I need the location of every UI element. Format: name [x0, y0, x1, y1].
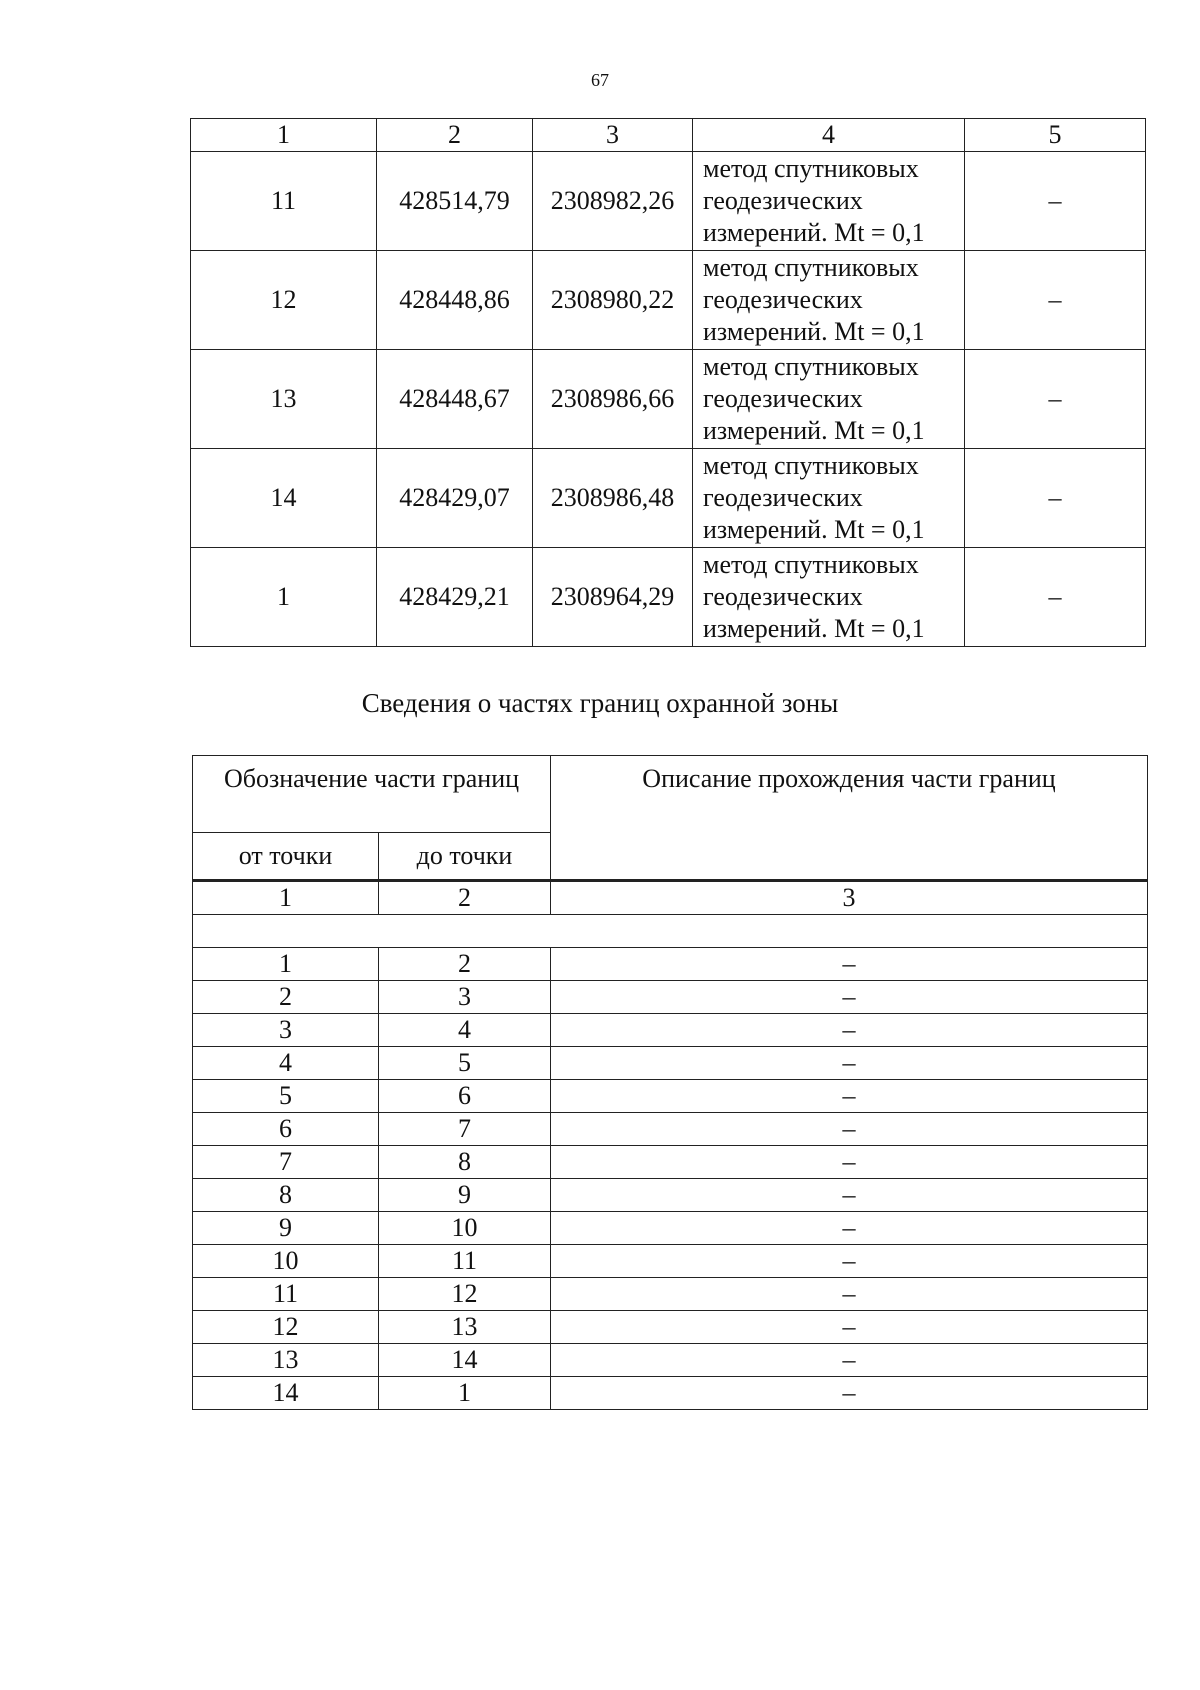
table-row: [193, 1278, 1148, 1311]
method-line: метод спутниковых: [703, 154, 919, 183]
column-numbers-row: [193, 881, 1148, 915]
method-line: геодезических: [703, 483, 863, 512]
from-point: 7: [193, 1146, 379, 1179]
point-number: 12: [191, 251, 377, 350]
method-line: метод спутниковых: [703, 253, 919, 282]
table-row: [193, 1047, 1148, 1080]
header-cell: 3: [533, 119, 693, 152]
method-line: измерений. Mt = 0,1: [703, 614, 925, 643]
to-point: 4: [379, 1014, 551, 1047]
to-point: 13: [379, 1311, 551, 1344]
part-description: –: [551, 1212, 1148, 1245]
from-point: 1: [193, 948, 379, 981]
from-point: 11: [193, 1278, 379, 1311]
from-point: 2: [193, 981, 379, 1014]
table-row: [191, 548, 1146, 647]
part-description: –: [551, 1179, 1148, 1212]
table-row: [193, 1344, 1148, 1377]
table-row: [193, 1377, 1148, 1410]
table-row: [193, 1311, 1148, 1344]
table-row: [191, 251, 1146, 350]
y-coordinate: 2308980,22: [533, 251, 693, 350]
point-number: 1: [191, 548, 377, 647]
method-line: геодезических: [703, 186, 863, 215]
y-coordinate: 2308964,29: [533, 548, 693, 647]
point-number: 11: [191, 152, 377, 251]
table-row: [193, 1014, 1148, 1047]
from-point: 14: [193, 1377, 379, 1410]
to-point: 1: [379, 1377, 551, 1410]
from-point: 3: [193, 1014, 379, 1047]
method-line: метод спутниковых: [703, 451, 919, 480]
method-description: [693, 152, 965, 251]
part-description: –: [551, 948, 1148, 981]
method-description: [693, 548, 965, 647]
from-point: 12: [193, 1311, 379, 1344]
from-point: 13: [193, 1344, 379, 1377]
table-row: [191, 449, 1146, 548]
table-row: [191, 350, 1146, 449]
boundary-parts-table: [192, 755, 1148, 1410]
header-cell: 1: [191, 119, 377, 152]
empty-cell: [193, 915, 1148, 948]
method-line: метод спутниковых: [703, 550, 919, 579]
point-number: 13: [191, 350, 377, 449]
part-description: –: [551, 1014, 1148, 1047]
from-point: 8: [193, 1179, 379, 1212]
to-point-header: до точки: [379, 833, 551, 881]
empty-row: [193, 915, 1148, 948]
method-line: геодезических: [703, 582, 863, 611]
header-cell: 2: [377, 119, 533, 152]
x-coordinate: 428429,21: [377, 548, 533, 647]
table-row: [193, 1212, 1148, 1245]
method-description: [693, 449, 965, 548]
method-line: измерений. Mt = 0,1: [703, 317, 925, 346]
table-row: [193, 1080, 1148, 1113]
to-point: 12: [379, 1278, 551, 1311]
table-row: [193, 1146, 1148, 1179]
from-point: 10: [193, 1245, 379, 1278]
parts-header-row: [193, 756, 1148, 833]
y-coordinate: 2308982,26: [533, 152, 693, 251]
to-point: 2: [379, 948, 551, 981]
table-row: [193, 948, 1148, 981]
method-line: измерений. Mt = 0,1: [703, 416, 925, 445]
from-point: 6: [193, 1113, 379, 1146]
designation-header: Обозначение части границ: [193, 756, 551, 833]
part-description: –: [551, 1047, 1148, 1080]
from-point: 9: [193, 1212, 379, 1245]
from-point: 5: [193, 1080, 379, 1113]
part-description: –: [551, 1080, 1148, 1113]
to-point: 6: [379, 1080, 551, 1113]
column-number: 2: [379, 881, 551, 915]
method-line: геодезических: [703, 384, 863, 413]
part-description: –: [551, 1344, 1148, 1377]
table-row: [193, 1179, 1148, 1212]
part-description: –: [551, 1278, 1148, 1311]
coordinates-header-row: [191, 119, 1146, 152]
x-coordinate: 428514,79: [377, 152, 533, 251]
table-row: [193, 981, 1148, 1014]
note-cell: –: [965, 152, 1146, 251]
method-line: геодезических: [703, 285, 863, 314]
table-row: [193, 1113, 1148, 1146]
to-point: 9: [379, 1179, 551, 1212]
x-coordinate: 428448,86: [377, 251, 533, 350]
from-point: 4: [193, 1047, 379, 1080]
method-line: измерений. Mt = 0,1: [703, 515, 925, 544]
x-coordinate: 428429,07: [377, 449, 533, 548]
method-line: измерений. Mt = 0,1: [703, 218, 925, 247]
part-description: –: [551, 1377, 1148, 1410]
part-description: –: [551, 1311, 1148, 1344]
coordinates-table: [190, 118, 1146, 647]
header-cell: 5: [965, 119, 1146, 152]
method-description: [693, 251, 965, 350]
section-title: Сведения о частях границ охранной зоны: [361, 688, 839, 718]
to-point: 10: [379, 1212, 551, 1245]
table-row: [193, 1245, 1148, 1278]
note-cell: –: [965, 449, 1146, 548]
note-cell: –: [965, 251, 1146, 350]
method-description: [693, 350, 965, 449]
from-point-header: от точки: [193, 833, 379, 881]
to-point: 11: [379, 1245, 551, 1278]
part-description: –: [551, 1146, 1148, 1179]
x-coordinate: 428448,67: [377, 350, 533, 449]
table-row: [191, 152, 1146, 251]
note-cell: –: [965, 548, 1146, 647]
to-point: 3: [379, 981, 551, 1014]
to-point: 8: [379, 1146, 551, 1179]
to-point: 7: [379, 1113, 551, 1146]
y-coordinate: 2308986,48: [533, 449, 693, 548]
to-point: 14: [379, 1344, 551, 1377]
y-coordinate: 2308986,66: [533, 350, 693, 449]
column-number: 1: [193, 881, 379, 915]
column-number: 3: [551, 881, 1148, 915]
page-number: 67: [591, 70, 609, 90]
to-point: 5: [379, 1047, 551, 1080]
part-description: –: [551, 1245, 1148, 1278]
part-description: –: [551, 1113, 1148, 1146]
note-cell: –: [965, 350, 1146, 449]
description-header: Описание прохождения части границ: [551, 756, 1148, 881]
header-cell: 4: [693, 119, 965, 152]
point-number: 14: [191, 449, 377, 548]
method-line: метод спутниковых: [703, 352, 919, 381]
part-description: –: [551, 981, 1148, 1014]
